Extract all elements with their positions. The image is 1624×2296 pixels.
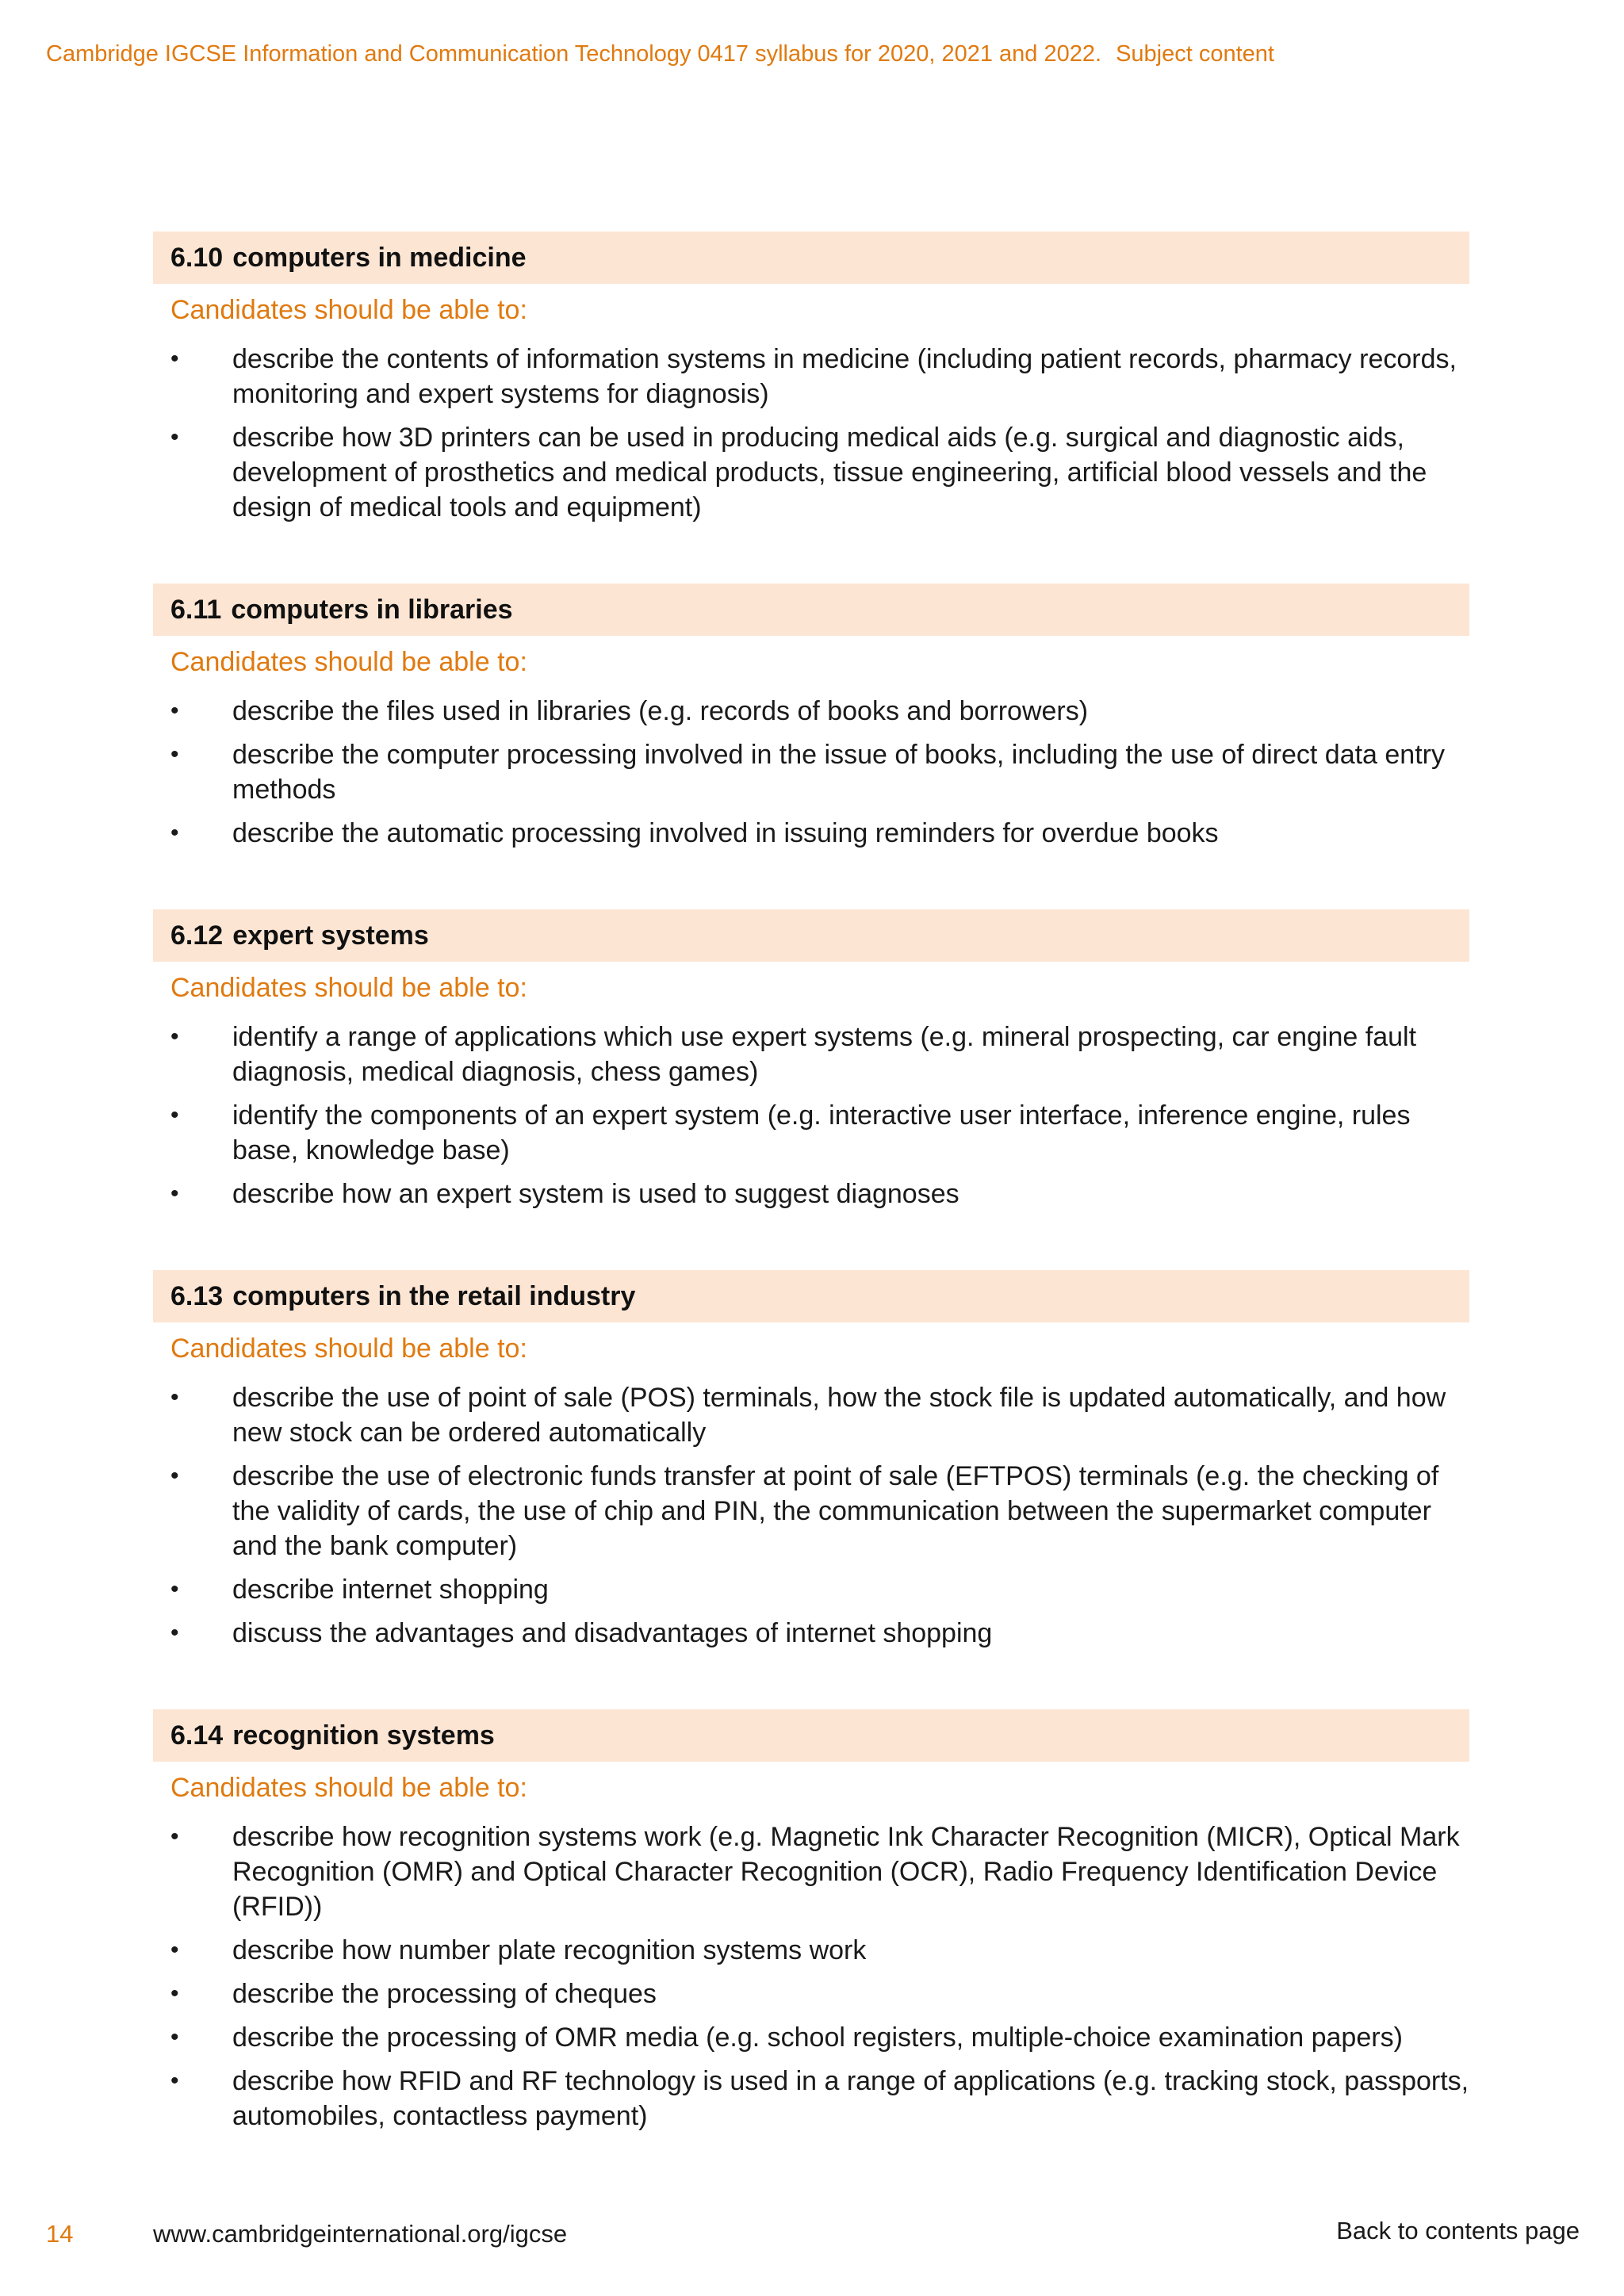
list-item-text: describe how RFID and RF technology is used in a range of applications (e.g. tracking stock, passports, automobiles, contactless payment) [232,2066,1469,2131]
list-item [153,1098,1469,1168]
section-header [153,584,1469,636]
section-6-11 [153,584,1469,851]
section-number: 6.10 [170,242,224,273]
bullet-icon: • [170,2024,179,2050]
sections-container [153,232,1469,2133]
section-number: 6.14 [170,1720,224,1751]
list-item [153,1020,1469,1089]
list-item [153,1459,1469,1563]
list-item-text: describe the computer processing involved in the issue of books, including the use of direct data entry methods [232,740,1445,805]
list-item-text: identify a range of applications which use expert systems (e.g. mineral prospecting, car engine fault diagnosis, medical diagnosis, chess games) [232,1022,1417,1087]
bullet-icon: • [170,1823,179,1850]
list-item-text: identify the components of an expert system (e.g. interactive user interface, inference engine, rules base, knowledge base) [232,1100,1411,1165]
list-item-text: describe how number plate recognition systems work [232,1935,867,1965]
bullet-icon: • [170,741,179,767]
list-item-text: discuss the advantages and disadvantages of internet shopping [232,1618,993,1648]
list-item [153,2020,1469,2055]
bullet-icon: • [170,424,179,450]
section-intro: Candidates should be able to: [170,647,527,677]
list-item-text: describe the files used in libraries (e.g. records of books and borrowers) [232,696,1089,726]
bullet-icon: • [170,1980,179,2007]
list-item-text: describe the contents of information systems in medicine (including patient records, pharmacy records, monitoring and expert systems for diagnosis) [232,344,1457,409]
bullet-icon: • [170,1384,179,1410]
section-6-10 [153,232,1469,525]
list-item [153,1933,1469,1968]
bullet-icon: • [170,1181,179,1207]
list-item [153,1177,1469,1211]
running-header [46,41,1274,67]
section-intro: Candidates should be able to: [170,973,527,1003]
list-item-text: describe how an expert system is used to suggest diagnoses [232,1179,959,1209]
section-intro: Candidates should be able to: [170,1334,527,1364]
page-number: 14 [46,2220,74,2248]
section-title: computers in the retail industry [232,1280,636,1311]
list-item-text: describe the processing of OMR media (e.g. school registers, multiple-choice examination papers) [232,2022,1403,2053]
section-intro: Candidates should be able to: [170,295,527,325]
bullet-icon: • [170,1463,179,1489]
list-item [153,2064,1469,2133]
section-header [153,1709,1469,1762]
bullet-icon: • [170,698,179,724]
list-item [153,1572,1469,1607]
bullet-icon: • [170,1024,179,1050]
bullet-list [153,342,1469,525]
back-to-contents-link[interactable]: Back to contents page [1336,2217,1580,2244]
list-item-text: describe how recognition systems work (e.g. Magnetic Ink Character Recognition (MICR), Optical Mark Recognition (OMR) and Optical Character Recognition (OCR), Radio Frequency Identification Device (RFID)) [232,1822,1460,1922]
section-6-14 [153,1709,1469,2133]
list-item [153,816,1469,851]
bullet-list [153,694,1469,851]
list-item-text: describe internet shopping [232,1575,549,1605]
bullet-icon: • [170,1937,179,1963]
section-number: 6.12 [170,920,224,951]
list-item [153,1976,1469,2011]
list-item [153,694,1469,729]
section-title: computers in libraries [231,594,513,625]
section-header [153,909,1469,962]
list-item-text: describe the automatic processing involved in issuing reminders for overdue books [232,818,1219,848]
bullet-icon: • [170,1102,179,1128]
bullet-icon: • [170,1576,179,1602]
list-item-text: describe the processing of cheques [232,1979,657,2009]
section-title: expert systems [232,920,429,951]
list-item [153,1820,1469,1924]
list-item-text: describe how 3D printers can be used in producing medical aids (e.g. surgical and diagnostic aids, development of prosthetics and medical products, tissue engineering, artificial blood vessels and the design of medical tools and equipment) [232,423,1427,522]
list-item [153,1380,1469,1450]
section-6-12 [153,909,1469,1211]
section-title: computers in medicine [232,242,527,273]
bullet-list [153,1020,1469,1211]
list-item-text: describe the use of electronic funds transfer at point of sale (EFTPOS) terminals (e.g. the checking of the validity of cards, the use of chip and PIN, the communication between the supermarket computer and the bank computer) [232,1461,1439,1561]
section-header [153,232,1469,284]
list-item [153,420,1469,525]
section-title: recognition systems [232,1720,495,1751]
bullet-icon: • [170,820,179,846]
bullet-icon: • [170,1620,179,1646]
page-content [153,232,1469,2192]
bullet-icon: • [170,2068,179,2094]
list-item [153,342,1469,411]
section-header [153,1270,1469,1322]
section-6-13 [153,1270,1469,1651]
section-number: 6.13 [170,1280,224,1311]
document-title: Cambridge IGCSE Information and Communication Technology 0417 syllabus for 2020, 2021 and 2022. [46,41,1102,67]
list-item [153,737,1469,807]
bullet-icon: • [170,346,179,372]
list-item [153,1616,1469,1651]
bullet-list [153,1820,1469,2133]
section-intro: Candidates should be able to: [170,1773,527,1803]
list-item-text: describe the use of point of sale (POS) terminals, how the stock file is updated automatically, and how new stock can be ordered automatically [232,1383,1446,1448]
section-number: 6.11 [170,594,222,625]
website-url[interactable]: www.cambridgeinternational.org/igcse [153,2220,568,2248]
section-name: Subject content [1116,41,1274,67]
bullet-list [153,1380,1469,1651]
